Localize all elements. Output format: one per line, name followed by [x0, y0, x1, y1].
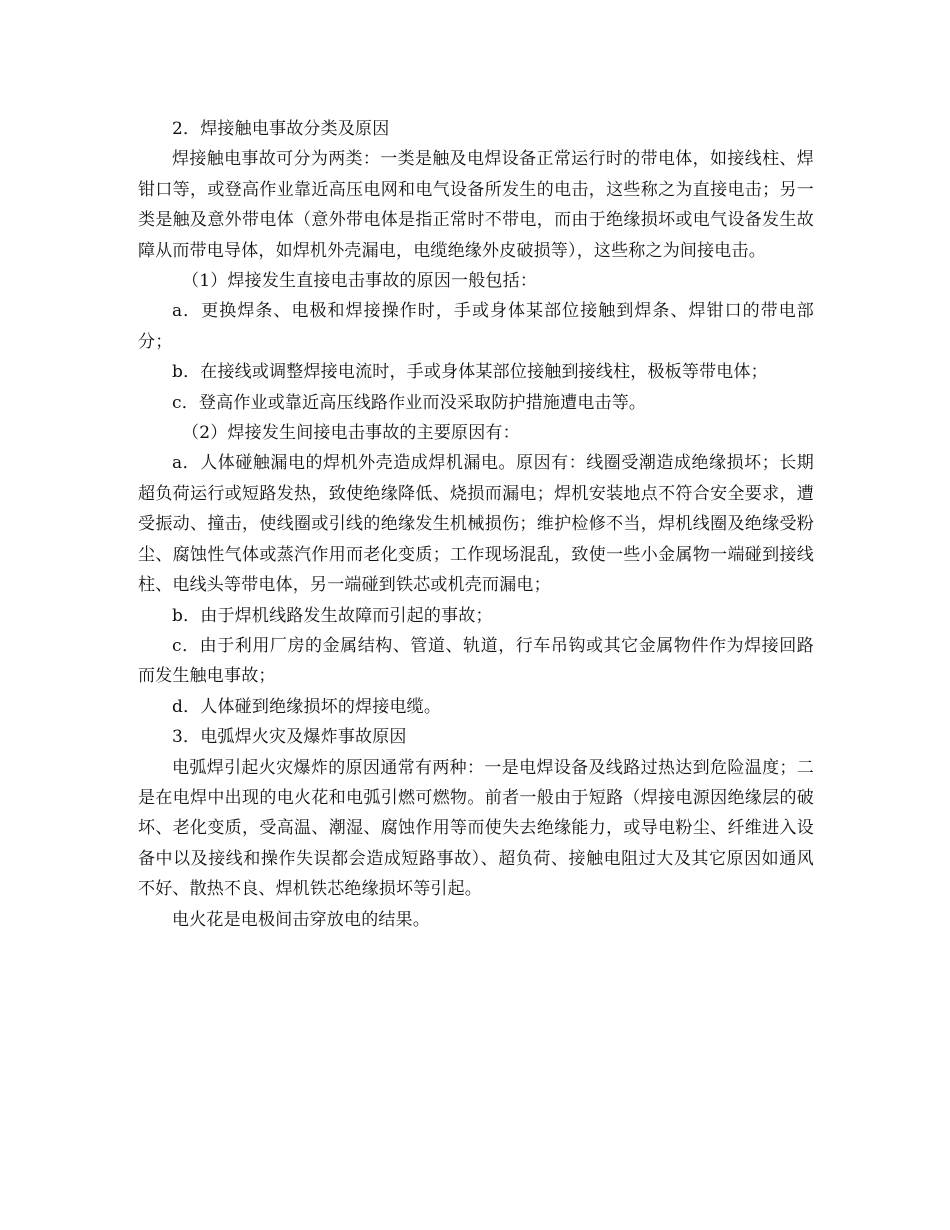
list-item-indirect-c: c．由于利用厂房的金属结构、管道、轨道，行车吊钩或其它金属物件作为焊接回路而发生触电事故；: [138, 635, 814, 687]
document-body: [138, 114, 814, 935]
subheading-direct-shock: （1）焊接发生直接电击事故的原因一般包括：: [182, 271, 538, 292]
list-item-indirect-b: b．由于焊机线路发生故障而引起的事故；: [172, 605, 493, 626]
paragraph-fire-explosion-causes: 电弧焊引起火灾爆炸的原因通常有两种：一是电焊设备及线路过热达到危险温度；二是在电焊中出现的电火花和电弧引燃可燃物。前者一般由于短路（焊接电源因绝缘层的破坏、老化变质，受高温、潮湿、腐蚀作用等而使失去绝缘能力，或导电粉尘、纤维进入设备中以及接线和操作失误都会造成短路事故）、超负荷、接触电阻过大及其它原因如通风不好、散热不良、焊机铁芯绝缘损坏等引起。: [138, 757, 814, 900]
paragraph-electric-shock-types: 焊接触电事故可分为两类：一类是触及电焊设备正常运行时的带电体，如接线柱、焊钳口等，或登高作业靠近高压电网和电气设备所发生的电击，这些称之为直接电击；另一类是触及意外带电体（意外带电体是指正常时不带电，而由于绝缘损坏或电气设备发生故障从而带电导体，如焊机外壳漏电，电缆绝缘外皮破损等），这些称之为间接电击。: [138, 149, 814, 261]
list-item-direct-c: c．登高作业或靠近高压线路作业而没采取防护措施遭电击等。: [172, 392, 647, 413]
list-item-direct-b: b．在接线或调整焊接电流时，手或身体某部位接触到接线柱，极板等带电体；: [172, 362, 768, 383]
paragraph-spark-definition: 电火花是电极间击穿放电的结果。: [172, 909, 430, 930]
list-item-indirect-a: a．人体碰触漏电的焊机外壳造成焊机漏电。原因有：线圈受潮造成绝缘损坏；长期超负荷运行或短路发热，致使绝缘降低、烧损而漏电；焊机安装地点不符合安全要求，遭受振动、撞击，使线圈或引线的绝缘发生机械损伤；维护检修不当，焊机线圈及绝缘受粉尘、腐蚀性气体或蒸汽作用而老化变质；工作现场混乱，致使一些小金属物一端碰到接线柱、电线头等带电体，另一端碰到铁芯或机壳而漏电；: [138, 453, 814, 596]
section-heading-2: 2．焊接触电事故分类及原因: [172, 119, 390, 139]
section-heading-3: 3．电弧焊火灾及爆炸事故原因: [172, 727, 407, 748]
subheading-indirect-shock: （2）焊接发生间接电击事故的主要原因有：: [182, 423, 520, 444]
list-item-direct-a: a．更换焊条、电极和焊接操作时，手或身体某部位接触到焊条、焊钳口的带电部分；: [138, 301, 814, 352]
list-item-indirect-d: d．人体碰到绝缘损坏的焊接电缆。: [172, 696, 442, 717]
